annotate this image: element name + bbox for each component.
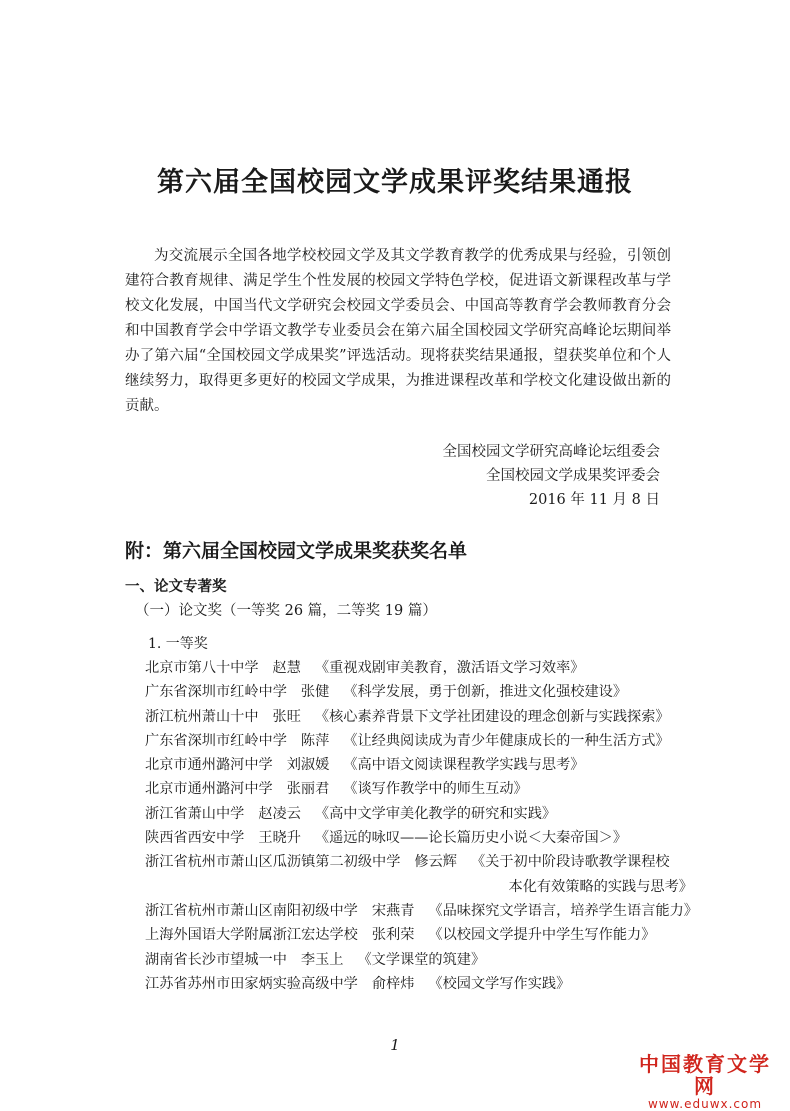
entry-author: 赵凌云: [258, 805, 301, 822]
entry-work: 《校园文学写作实践》: [428, 975, 571, 992]
entry-work: 《遥远的咏叹——论长篇历史小说＜大秦帝国＞》: [314, 830, 628, 847]
entry-work-continued: 本化有效策略的实践与思考》: [508, 878, 693, 895]
entry-author: 李玉上: [300, 951, 344, 968]
award-entry: [145, 656, 705, 680]
entry-school: 浙江杭州萧山十中: [145, 708, 259, 725]
signature-organizer: 全国校园文学研究高峰论坛组委会: [442, 444, 660, 460]
entry-school: 浙江省杭州市萧山区南阳初级中学: [145, 902, 358, 919]
entry-work: 《高中文学审美化教学的研究和实践》: [314, 805, 557, 822]
award-list: [145, 656, 705, 996]
entry-school: 湖南省长沙市望城一中: [145, 951, 287, 968]
award-entry: [145, 753, 705, 777]
entry-school: 江苏省苏州市田家炳实验高级中学: [145, 975, 358, 992]
award-entry: [145, 948, 705, 972]
entry-work: 《重视戏剧审美教育，激活语文学习效率》: [314, 660, 585, 676]
signature-jury: 全国校园文学成果奖评委会: [486, 468, 660, 484]
entry-author: 俞梓炜: [371, 975, 415, 992]
site-watermark: [630, 1053, 780, 1111]
entry-work: 《以校园文学提升中学生写作能力》: [428, 927, 656, 944]
award-entry: [145, 899, 705, 923]
entry-author: 王晓升: [258, 830, 301, 847]
entry-work: 《科学发展，勇于创新，推进文化强校建设》: [343, 684, 628, 701]
entry-author: 陈萍: [300, 732, 330, 749]
entry-work: 《让经典阅读成为青少年健康成长的一种生活方式》: [343, 732, 670, 749]
entry-school: 浙江省杭州市萧山区瓜沥镇第二初级中学: [145, 854, 401, 871]
entry-author: 张健: [300, 684, 330, 701]
intro-paragraph: 为交流展示全国各地学校校园文学及其文学教育教学的优秀成果与经验，引领创建符合教育规律、满足学生个性发展的校园文学特色学校，促进语文新课程改革与学校文化发展，中国当代文学研究会校园文学委员会、中国高等教育学会教师教育分会和中国教育学会中学语文教学专业委员会在第六届全国校园文学研究高峰论坛期间举办了第六届“全国校园文学成果奖”评选活动。现将获奖结果通报，望获奖单位和个人继续努力，取得更多更好的校园文学成果，为推进课程改革和学校文化建设做出新的贡献。: [125, 248, 671, 414]
award-entry: [145, 923, 705, 947]
entry-work: 《关于初中阶段诗歌教学课程校: [470, 854, 670, 871]
entry-work: 《品味探究文学语言，培养学生语言能力》: [428, 902, 698, 919]
entry-school: 上海外国语大学附属浙江宏达学校: [145, 927, 358, 944]
award-entry: [145, 680, 705, 704]
entry-school: 北京市通州潞河中学: [145, 781, 273, 798]
tier-heading: 1. 一等奖: [148, 636, 208, 652]
entry-school: 广东省深圳市红岭中学: [145, 684, 287, 701]
entry-work: 《谈写作教学中的师生互动》: [343, 781, 528, 798]
watermark-logo-text: 中国教育文学网: [639, 1052, 771, 1098]
entry-author: 宋燕青: [371, 902, 415, 919]
watermark-url: www.eduwx.com: [647, 1097, 763, 1111]
entry-school: 北京市第八十中学: [145, 660, 259, 676]
entry-work: 《核心素养背景下文学社团建设的理念创新与实践探索》: [314, 708, 670, 725]
entry-author: 刘淑媛: [286, 757, 330, 774]
award-entry: [145, 802, 705, 826]
signature-date: 2016 年 11 月 8 日: [528, 492, 660, 508]
appendix-title: 附：第六届全国校园文学成果奖获奖名单: [125, 540, 468, 562]
award-entry: [145, 972, 705, 996]
award-entry: [145, 705, 705, 729]
entry-school: 北京市通州潞河中学: [145, 757, 273, 774]
entry-work: 《高中语文阅读课程教学实践与思考》: [343, 757, 585, 774]
entry-work: 《文学课堂的筑建》: [357, 951, 486, 968]
entry-author: 张利荣: [371, 927, 415, 944]
entry-school: 陕西省西安中学: [145, 830, 245, 847]
page-number: 1: [390, 1036, 400, 1054]
subsection-heading: （一）论文奖（一等奖 26 篇，二等奖 19 篇）: [135, 603, 437, 619]
entry-school: 浙江省萧山中学: [145, 805, 245, 822]
section-heading: 一、论文专著奖: [125, 579, 227, 595]
award-entry: [145, 777, 705, 801]
entry-author: 张旺: [272, 708, 301, 725]
award-entry: [145, 826, 705, 850]
entry-author: 修云辉: [414, 854, 457, 871]
entry-author: 赵慧: [272, 660, 301, 676]
entry-author: 张丽君: [286, 781, 330, 798]
entry-school: 广东省深圳市红岭中学: [145, 732, 287, 749]
award-entry: [145, 729, 705, 753]
award-entry: [145, 850, 705, 899]
document-title: 第六届全国校园文学成果评奖结果通报: [157, 167, 633, 198]
